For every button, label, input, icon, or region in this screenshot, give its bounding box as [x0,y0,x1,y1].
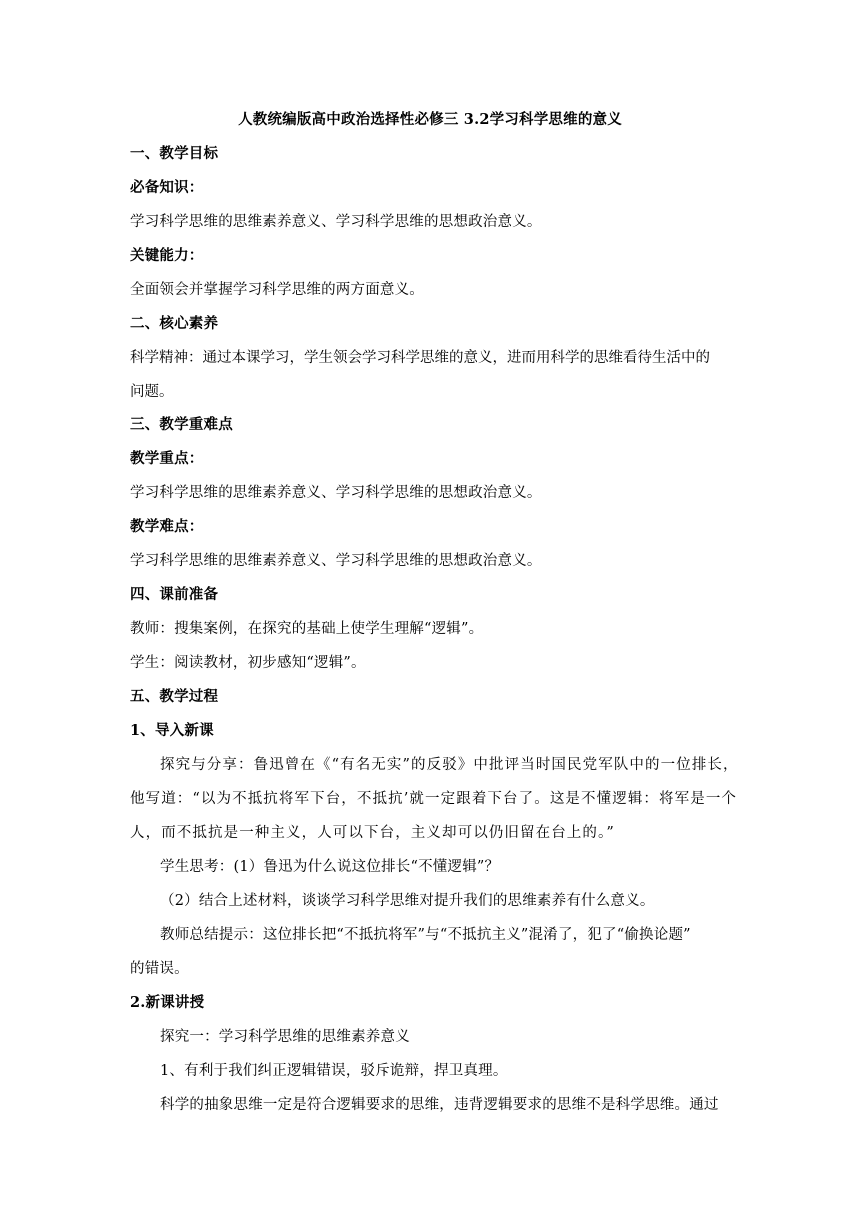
core-literacy-line-2: 问题。 [130,384,174,400]
subheading-key-ability: 关键能力： [130,247,204,264]
explore-share-line-2: 他写道：“以为不抵抗将军下台，不抵抗’就一定跟着下台了。这是不懂逻辑：将军是一个 [130,791,738,807]
teacher-summary-line-1: 教师总结提示：这位排长把“不抵抗将军”与“不抵抗主义”混淆了，犯了“偷换论题” [160,927,691,943]
teacher-preparation-text: 教师：搜集案例，在探究的基础上使学生理解“逻辑”。 [130,621,484,637]
teacher-summary-line-2: 的错误。 [130,961,189,977]
teaching-key-text: 学习科学思维的思维素养意义、学习科学思维的思想政治意义。 [130,485,542,501]
section-heading-core-literacy: 二、核心素养 [130,315,219,332]
student-thinking-question-2: （2）结合上述材料，谈谈学习科学思维对提升我们的思维素养有什么意义。 [160,893,655,909]
section-heading-teaching-process: 五、教学过程 [130,688,219,705]
core-literacy-paragraph [130,341,742,409]
point-one-text: 1、有利于我们纠正逻辑错误，驳斥诡辩，捍卫真理。 [160,1063,508,1079]
abstract-thinking-text: 科学的抽象思维一定是符合逻辑要求的思维，违背逻辑要求的思维不是科学思维。通过 [160,1097,719,1113]
teaching-difficulty-text: 学习科学思维的思维素养意义、学习科学思维的思想政治意义。 [130,553,542,569]
document-title: 人教统编版高中政治选择性必修三 3.2学习科学思维的意义 [238,111,622,128]
subheading-essential-knowledge: 必备知识： [130,179,204,196]
essential-knowledge-text: 学习科学思维的思维素养意义、学习科学思维的思想政治意义。 [130,214,542,230]
step-heading-new-lesson: 2.新课讲授 [130,994,205,1011]
section-heading-teaching-goals: 一、教学目标 [130,145,219,162]
step-heading-introduction: 1、导入新课 [130,722,214,739]
subheading-teaching-key: 教学重点： [130,450,204,467]
inquiry-one-heading: 探究一：学习科学思维的思维素养意义 [160,1029,410,1045]
explore-share-line-1: 探究与分享：鲁迅曾在《“有名无实”的反驳》中批评当时国民党军队中的一位排长， [160,757,739,773]
core-literacy-line-1: 科学精神：通过本课学习，学生领会学习科学思维的意义，进而用科学的思维看待生活中的 [130,350,710,366]
section-heading-preparation: 四、课前准备 [130,586,219,603]
student-preparation-text: 学生：阅读教材，初步感知“逻辑”。 [130,655,366,671]
student-thinking-question-1: 学生思考：(1）鲁迅为什么说这位排长“不懂逻辑”？ [160,859,500,875]
key-ability-text: 全面领会并掌握学习科学思维的两方面意义。 [130,282,424,298]
subheading-teaching-difficulty: 教学难点： [130,518,204,535]
section-heading-key-difficult-points: 三、教学重难点 [130,416,233,433]
explore-share-line-3: 人，而不抵抗是一种主义，人可以下台，主义却可以仍旧留在台上的。” [130,825,615,841]
